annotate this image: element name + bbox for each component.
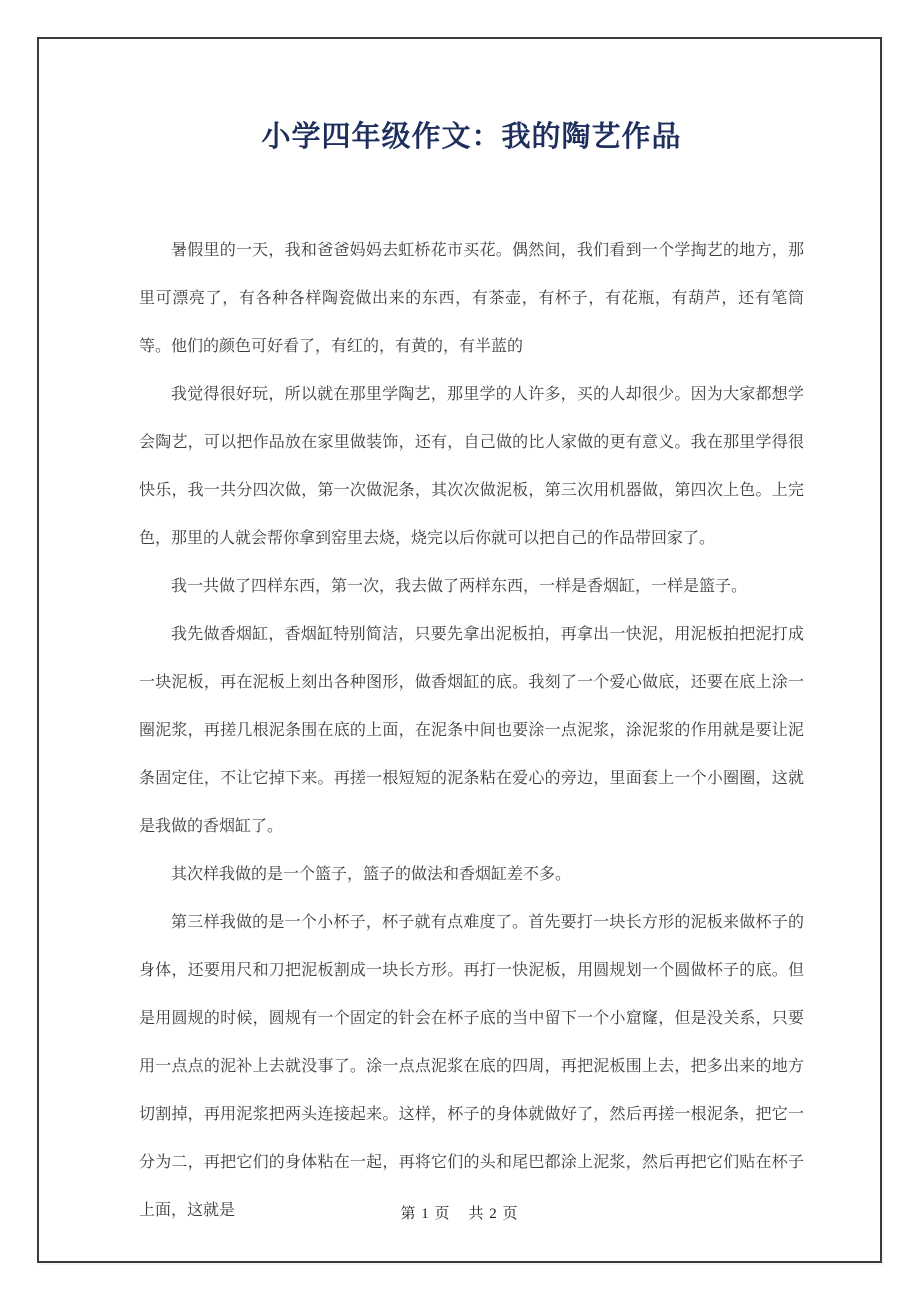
current-page-label: 第 1 页	[400, 1206, 451, 1222]
total-pages-label: 共 2 页	[468, 1206, 519, 1222]
page-footer	[39, 1202, 880, 1223]
essay-paragraph-1: 暑假里的一天，我和爸爸妈妈去虹桥花市买花。偶然间，我们看到一个学掏艺的地方，那里可漂亮了，有各种各样陶瓷做出来的东西，有茶壶，有杯子，有花瓶，有葫芦，还有笔筒等。他们的颜色可好看了，有红的，有黄的，有半蓝的	[139, 242, 804, 355]
essay-paragraph-3: 我一共做了四样东西，第一次，我去做了两样东西，一样是香烟缸，一样是篮子。	[171, 578, 748, 595]
document-content	[139, 39, 804, 1235]
essay-body	[139, 227, 804, 1235]
page-border	[37, 37, 882, 1263]
essay-paragraph-5: 其次样我做的是一个篮子，篮子的做法和香烟缸差不多。	[171, 866, 572, 883]
essay-paragraph-2: 我觉得很好玩，所以就在那里学陶艺，那里学的人许多，买的人却很少。因为大家都想学会陶艺，可以把作品放在家里做装饰，还有，自己做的比人家做的更有意义。我在那里学得很快乐，我一共分四次做，第一次做泥条，其次次做泥板，第三次用机器做，第四次上色。上完色，那里的人就会帮你拿到窑里去烧，烧完以后你就可以把自己的作品带回家了。	[139, 386, 804, 547]
essay-paragraph-6: 第三样我做的是一个小杯子，杯子就有点难度了。首先要打一块长方形的泥板来做杯子的身体，还要用尺和刀把泥板割成一块长方形。再打一快泥板，用圆规划一个圆做杯子的底。但是用圆规的时候，圆规有一个固定的针会在杯子底的当中留下一个小窟窿，但是没关系，只要用一点点的泥补上去就没事了。涂一点点泥浆在底的四周，再把泥板围上去，把多出来的地方切割掉，再用泥浆把两头连接起来。这样，杯子的身体就做好了，然后再搓一根泥条，把它一分为二，再把它们的身体粘在一起，再将它们的头和尾巴都涂上泥浆，然后再把它们贴在杯子上面，这就是	[139, 914, 804, 1219]
essay-paragraph-4: 我先做香烟缸，香烟缸特别简洁，只要先拿出泥板拍，再拿出一快泥，用泥板拍把泥打成一块泥板，再在泥板上刻出各种图形，做香烟缸的底。我刻了一个爱心做底，还要在底上涂一圈泥浆，再搓几根泥条围在底的上面，在泥条中间也要涂一点泥浆，涂泥浆的作用就是要让泥条固定住，不让它掉下来。再搓一根短短的泥条粘在爱心的旁边，里面套上一个小圈圈，这就是我做的香烟缸了。	[139, 626, 804, 835]
document-title: 小学四年级作文：我的陶艺作品	[261, 121, 682, 153]
